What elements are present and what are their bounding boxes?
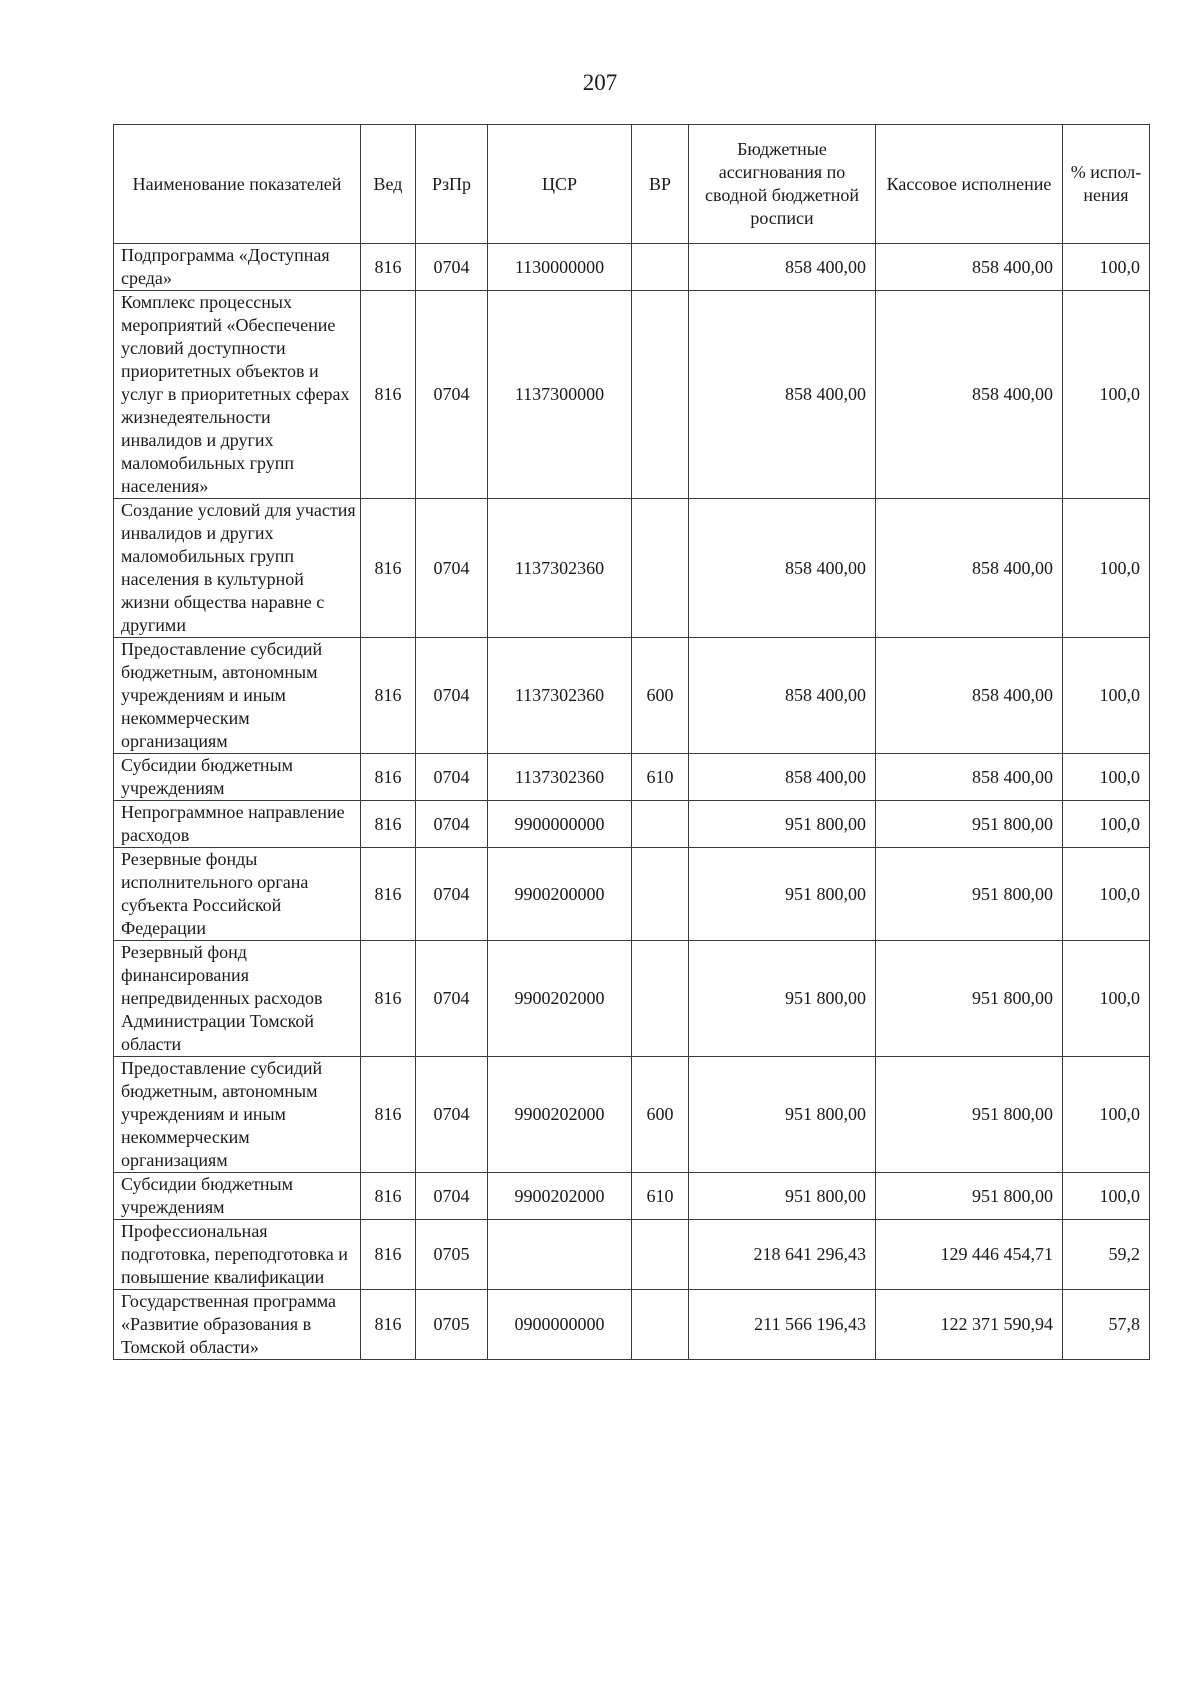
header-ved: Вед — [361, 125, 416, 244]
cell-budget: 951 800,00 — [689, 1173, 876, 1220]
cell-cash: 858 400,00 — [876, 638, 1063, 754]
cell-name: Государственная программа «Развитие образования в Томской области» — [114, 1290, 361, 1360]
cell-vr: 600 — [632, 1057, 689, 1173]
cell-rzpr: 0704 — [416, 754, 488, 801]
cell-vr — [632, 291, 689, 499]
cell-cash: 951 800,00 — [876, 1057, 1063, 1173]
header-vr: ВР — [632, 125, 689, 244]
cell-rzpr: 0704 — [416, 499, 488, 638]
cell-name: Профессиональная подготовка, переподготовка и повышение квалификации — [114, 1220, 361, 1290]
cell-cash: 951 800,00 — [876, 848, 1063, 941]
cell-ved: 816 — [361, 1173, 416, 1220]
cell-rzpr: 0705 — [416, 1220, 488, 1290]
cell-budget: 951 800,00 — [689, 1057, 876, 1173]
cell-rzpr: 0704 — [416, 848, 488, 941]
cell-name: Комплекс процессных мероприятий «Обеспечение условий доступности приоритетных объектов и услуг в приоритетных сферах жизнедеятельности инвалидов и других маломобильных групп населения» — [114, 291, 361, 499]
cell-percent: 100,0 — [1063, 291, 1150, 499]
cell-vr — [632, 244, 689, 291]
cell-ved: 816 — [361, 754, 416, 801]
table-row — [114, 1290, 1150, 1360]
cell-vr — [632, 1220, 689, 1290]
cell-budget: 858 400,00 — [689, 499, 876, 638]
cell-vr — [632, 1290, 689, 1360]
table-row — [114, 941, 1150, 1057]
header-rzpr: РзПр — [416, 125, 488, 244]
cell-budget: 858 400,00 — [689, 638, 876, 754]
cell-vr: 610 — [632, 1173, 689, 1220]
cell-csr: 9900202000 — [488, 941, 632, 1057]
cell-name: Субсидии бюджетным учреждениям — [114, 1173, 361, 1220]
cell-vr: 610 — [632, 754, 689, 801]
cell-percent: 100,0 — [1063, 848, 1150, 941]
cell-cash: 129 446 454,71 — [876, 1220, 1063, 1290]
cell-vr: 600 — [632, 638, 689, 754]
cell-name: Подпрограмма «Доступная среда» — [114, 244, 361, 291]
cell-percent: 100,0 — [1063, 801, 1150, 848]
table-row — [114, 754, 1150, 801]
cell-csr: 1137300000 — [488, 291, 632, 499]
cell-percent: 100,0 — [1063, 1173, 1150, 1220]
cell-budget: 211 566 196,43 — [689, 1290, 876, 1360]
cell-vr — [632, 801, 689, 848]
cell-vr — [632, 848, 689, 941]
cell-cash: 858 400,00 — [876, 499, 1063, 638]
cell-budget: 858 400,00 — [689, 291, 876, 499]
page-number: 207 — [582, 70, 618, 95]
cell-rzpr: 0704 — [416, 291, 488, 499]
cell-ved: 816 — [361, 638, 416, 754]
cell-ved: 816 — [361, 499, 416, 638]
cell-csr: 1137302360 — [488, 638, 632, 754]
header-cash: Кассовое исполнение — [876, 125, 1063, 244]
cell-ved: 816 — [361, 941, 416, 1057]
table-row — [114, 244, 1150, 291]
cell-rzpr: 0704 — [416, 941, 488, 1057]
cell-percent: 100,0 — [1063, 754, 1150, 801]
cell-ved: 816 — [361, 1057, 416, 1173]
cell-csr: 0900000000 — [488, 1290, 632, 1360]
cell-percent: 57,8 — [1063, 1290, 1150, 1360]
cell-rzpr: 0704 — [416, 638, 488, 754]
cell-rzpr: 0704 — [416, 1173, 488, 1220]
table-row — [114, 1220, 1150, 1290]
cell-csr — [488, 1220, 632, 1290]
header-budget: Бюджетные ассигнования по сводной бюджетной росписи — [689, 125, 876, 244]
cell-ved: 816 — [361, 244, 416, 291]
cell-csr: 9900202000 — [488, 1057, 632, 1173]
cell-csr: 9900200000 — [488, 848, 632, 941]
cell-percent: 100,0 — [1063, 244, 1150, 291]
cell-budget: 218 641 296,43 — [689, 1220, 876, 1290]
cell-percent: 59,2 — [1063, 1220, 1150, 1290]
cell-percent: 100,0 — [1063, 1057, 1150, 1173]
cell-csr: 1137302360 — [488, 754, 632, 801]
cell-ved: 816 — [361, 801, 416, 848]
table-row — [114, 801, 1150, 848]
cell-budget: 951 800,00 — [689, 941, 876, 1057]
table-row — [114, 1057, 1150, 1173]
header-percent: % испол-нения — [1063, 125, 1150, 244]
cell-csr: 9900202000 — [488, 1173, 632, 1220]
cell-name: Предоставление субсидий бюджетным, автономным учреждениям и иным некоммерческим организациям — [114, 1057, 361, 1173]
cell-name: Создание условий для участия инвалидов и других маломобильных групп населения в культурной жизни общества наравне с другими — [114, 499, 361, 638]
cell-ved: 816 — [361, 848, 416, 941]
cell-percent: 100,0 — [1063, 499, 1150, 638]
cell-name: Непрограммное направление расходов — [114, 801, 361, 848]
cell-cash: 951 800,00 — [876, 1173, 1063, 1220]
cell-cash: 122 371 590,94 — [876, 1290, 1063, 1360]
cell-cash: 951 800,00 — [876, 941, 1063, 1057]
table-row — [114, 499, 1150, 638]
table-row — [114, 848, 1150, 941]
cell-budget: 951 800,00 — [689, 801, 876, 848]
cell-ved: 816 — [361, 1220, 416, 1290]
cell-budget: 858 400,00 — [689, 244, 876, 291]
cell-vr — [632, 499, 689, 638]
table-row — [114, 291, 1150, 499]
cell-rzpr: 0704 — [416, 1057, 488, 1173]
cell-cash: 858 400,00 — [876, 754, 1063, 801]
header-name: Наименование показателей — [114, 125, 361, 244]
cell-csr: 1130000000 — [488, 244, 632, 291]
cell-name: Резервные фонды исполнительного органа субъекта Российской Федерации — [114, 848, 361, 941]
cell-rzpr: 0704 — [416, 244, 488, 291]
cell-name: Предоставление субсидий бюджетным, автономным учреждениям и иным некоммерческим организациям — [114, 638, 361, 754]
cell-rzpr: 0704 — [416, 801, 488, 848]
table-row — [114, 638, 1150, 754]
cell-percent: 100,0 — [1063, 638, 1150, 754]
cell-ved: 816 — [361, 1290, 416, 1360]
cell-cash: 858 400,00 — [876, 291, 1063, 499]
budget-table — [113, 124, 1150, 1360]
cell-percent: 100,0 — [1063, 941, 1150, 1057]
cell-vr — [632, 941, 689, 1057]
cell-name: Резервный фонд финансирования непредвиденных расходов Администрации Томской области — [114, 941, 361, 1057]
cell-budget: 858 400,00 — [689, 754, 876, 801]
cell-budget: 951 800,00 — [689, 848, 876, 941]
cell-rzpr: 0705 — [416, 1290, 488, 1360]
cell-cash: 858 400,00 — [876, 244, 1063, 291]
cell-name: Субсидии бюджетным учреждениям — [114, 754, 361, 801]
table-row — [114, 1173, 1150, 1220]
cell-cash: 951 800,00 — [876, 801, 1063, 848]
cell-csr: 1137302360 — [488, 499, 632, 638]
header-row — [114, 125, 1150, 244]
cell-ved: 816 — [361, 291, 416, 499]
table-body — [114, 244, 1150, 1360]
cell-csr: 9900000000 — [488, 801, 632, 848]
header-csr: ЦСР — [488, 125, 632, 244]
